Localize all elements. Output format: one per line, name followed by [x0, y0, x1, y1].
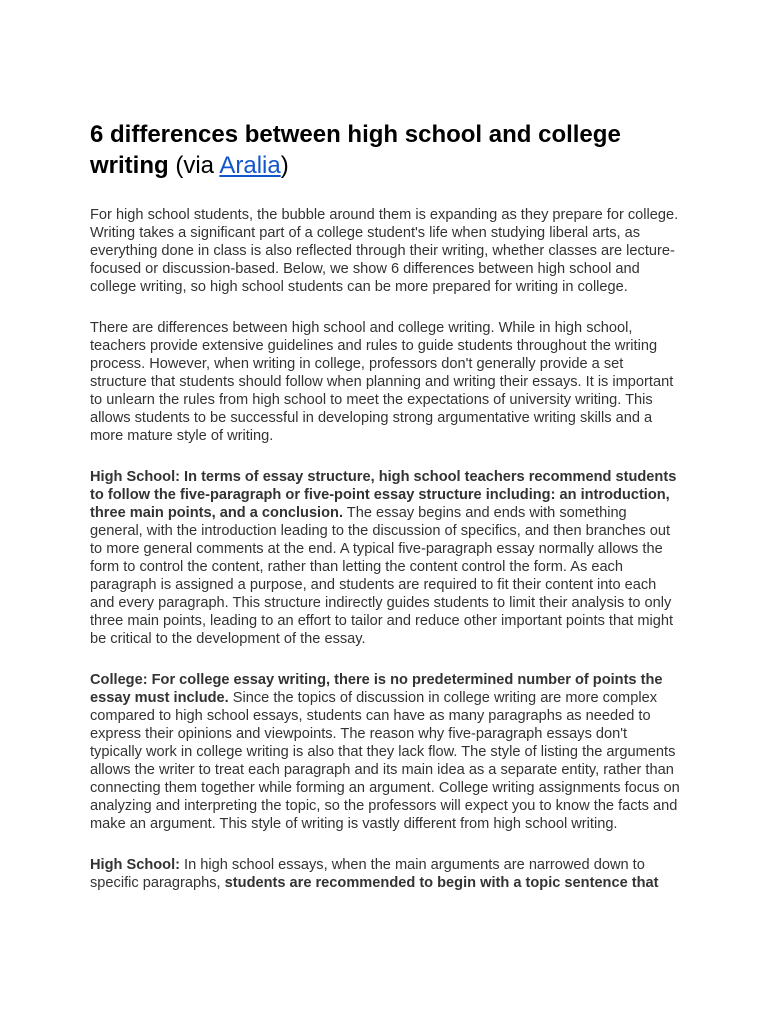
high-school-structure-body: The essay begins and ends with something general, with the introduction leading to the discussion of specifics, and then branches out to more general comments at the end. A typical five-paragraph essay normally allows the form to control the content, rather than letting the content control the form. As each paragraph is assigned a purpose, and students are required to fit their content into each and every paragraph. This structure indirectly guides students to limit their analysis to only three main points, leading to an effort to tailor and reduce other important points that might be critical to the development of the essay.	[90, 505, 674, 647]
high-school-topic-emphasis: students are recommended to begin with a topic sentence that	[224, 875, 659, 891]
aralia-link[interactable]: Aralia	[219, 152, 281, 179]
college-structure-paragraph	[90, 671, 680, 833]
college-structure-body: Since the topics of discussion in college writing are more complex compared to high school essays, students can have as many paragraphs as needed to express their opinions and viewpoints. The reason why five-paragraph essays don't typically work in college writing is also that they lack flow. The style of listing the arguments allows the writer to treat each paragraph and its main idea as a separate entity, rather than connecting them together while forming an argument. College writing assignments focus on analyzing and interpreting the topic, so the professors will expect you to know the facts and make an argument. This style of writing is vastly different from high school writing.	[90, 690, 680, 832]
high-school-topic-body: In high school essays, when the main arguments are narrowed down to specific paragraphs,	[90, 857, 645, 891]
title-via-prefix: (via	[168, 152, 220, 179]
differences-paragraph: There are differences between high school and college writing. While in high school, teachers provide extensive guidelines and rules to guide students throughout the writing process. However, when writing in college, professors don't generally provide a set structure that students should follow when planning and writing their essays. It is important to unlearn the rules from high school to meet the expectations of university writing. This allows students to be successful in developing strong argumentative writing skills and a more mature style of writing.	[90, 320, 674, 444]
title-via-suffix: )	[280, 152, 289, 179]
title-via	[169, 152, 289, 179]
intro-paragraph: For high school students, the bubble around them is expanding as they prepare for college. Writing takes a significant part of a college student's life when studying liberal arts, as everything done in class is also reflected through their writing, whether classes are lecture-focused or discussion-based. Below, we show 6 differences between high school and college writing, so high school students can be more prepared for writing in college.	[90, 207, 679, 295]
article-title	[90, 119, 680, 181]
document-page	[90, 119, 680, 892]
high-school-topic-paragraph	[90, 856, 680, 892]
title-main: 6 differences between high school and college writing	[90, 121, 621, 179]
college-structure-lead: College: For college essay writing, there is no predetermined number of points the essay must include.	[90, 672, 663, 706]
high-school-topic-lead: High School:	[90, 857, 180, 873]
high-school-structure-lead: High School: In terms of essay structure, high school teachers recommend students to follow the five-paragraph or five-point essay structure including: an introduction, three main points, and a conclusion.	[90, 469, 677, 521]
high-school-structure-paragraph	[90, 468, 680, 648]
